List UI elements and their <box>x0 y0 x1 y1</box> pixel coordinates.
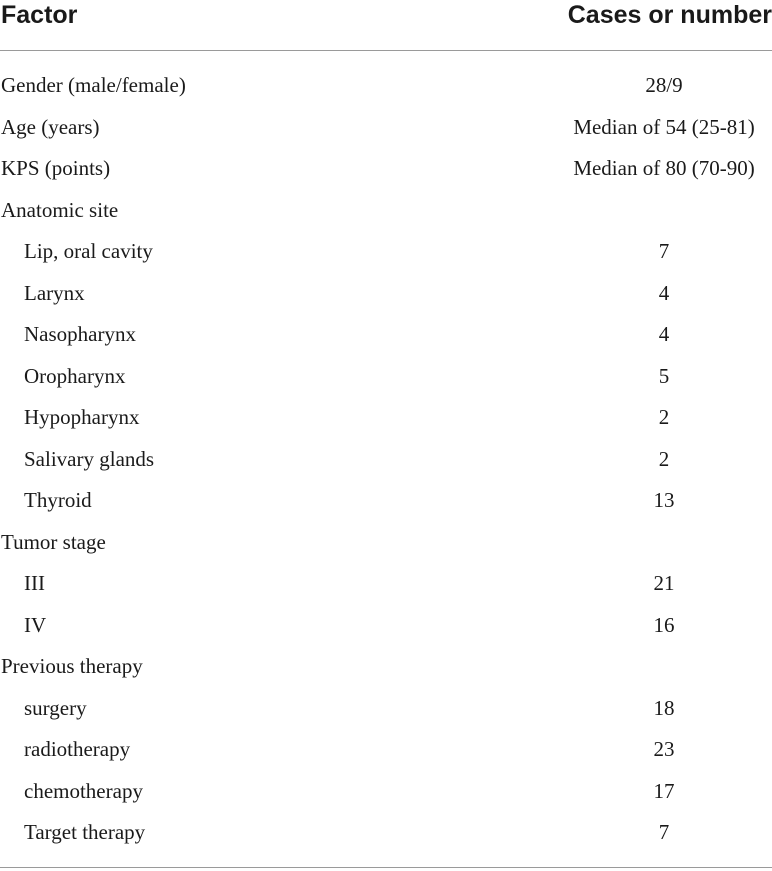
row-value: 7 <box>658 239 670 263</box>
row-factor: Lip, oral cavity <box>24 239 153 263</box>
table-row <box>0 356 772 398</box>
row-value: 2 <box>658 405 670 429</box>
table-row <box>0 646 772 688</box>
row-factor: Thyroid <box>24 488 92 512</box>
table-row <box>0 812 772 854</box>
table-row <box>0 65 772 107</box>
table-row <box>0 439 772 481</box>
table-row <box>0 231 772 273</box>
header-cases-or-number: Cases or number <box>567 1 772 29</box>
row-value: Median of 80 (70-90) <box>573 156 755 180</box>
row-factor: Nasopharynx <box>24 322 136 346</box>
table-row <box>0 522 772 564</box>
row-value: 18 <box>653 695 675 720</box>
table-bottom-rule <box>0 867 772 868</box>
row-factor: Tumor stage <box>1 529 106 554</box>
table-row <box>0 314 772 356</box>
row-factor: Salivary glands <box>24 446 155 471</box>
row-value: 4 <box>658 322 670 346</box>
row-value: 21 <box>653 571 675 595</box>
row-value: 5 <box>658 363 670 388</box>
row-factor: Target therapy <box>24 820 146 844</box>
row-value: Median of 54 (25-81) <box>573 114 755 139</box>
table-header <box>0 0 772 51</box>
table-row <box>0 563 772 605</box>
table-row <box>0 273 772 315</box>
row-factor: Oropharynx <box>24 363 126 388</box>
table-row <box>0 605 772 647</box>
row-factor: Gender (male/female) <box>1 73 186 97</box>
row-value: 4 <box>658 280 670 305</box>
header-factor: Factor <box>1 1 78 29</box>
row-factor: Previous therapy <box>1 654 143 678</box>
table-row <box>0 729 772 771</box>
table-row <box>0 190 772 232</box>
table-row <box>0 480 772 522</box>
row-value: 28/9 <box>645 73 683 97</box>
row-factor: III <box>24 571 45 595</box>
row-factor: chemotherapy <box>24 778 143 803</box>
row-value: 23 <box>653 737 675 761</box>
table-row <box>0 107 772 149</box>
row-factor: Age (years) <box>1 114 100 139</box>
table-row <box>0 688 772 730</box>
row-factor: radiotherapy <box>24 737 131 761</box>
table-body <box>0 65 772 854</box>
row-value: 13 <box>653 488 675 512</box>
row-value: 7 <box>658 820 670 844</box>
table-row <box>0 771 772 813</box>
row-factor: Hypopharynx <box>24 405 140 429</box>
row-factor: IV <box>24 612 47 637</box>
row-factor: Larynx <box>24 280 85 305</box>
row-value: 2 <box>658 446 670 471</box>
row-factor: KPS (points) <box>1 156 111 180</box>
row-factor: Anatomic site <box>1 197 119 222</box>
table-row <box>0 148 772 190</box>
row-value: 17 <box>653 778 675 803</box>
row-factor: surgery <box>24 695 87 720</box>
table-row <box>0 397 772 439</box>
row-value: 16 <box>653 612 675 637</box>
